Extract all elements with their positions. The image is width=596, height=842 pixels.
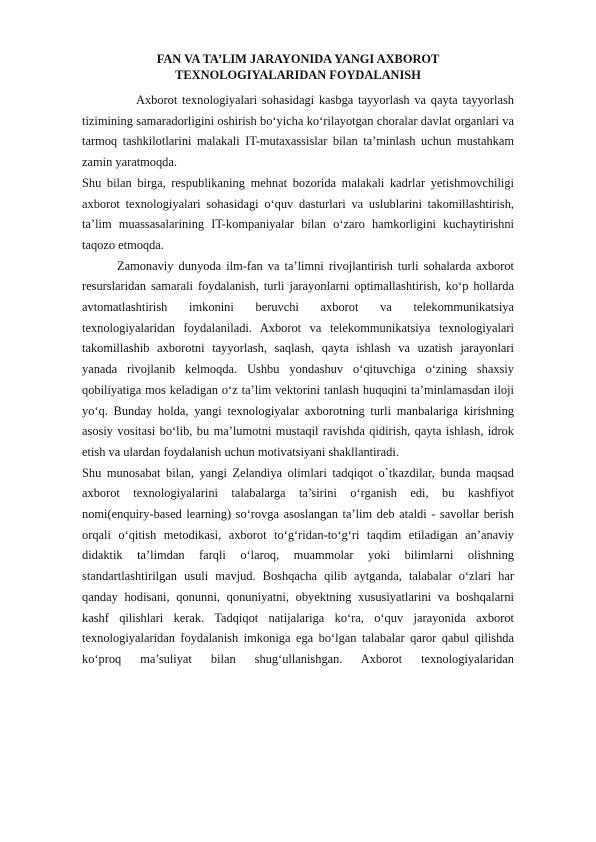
document-page — [82, 52, 514, 670]
paragraph-4: Shu munosabat bilan, yangi Zelandiya olimlari tadqiqot o`tkazdilar, bunda maqsad axborot texnologiyalarini talabalarga ta’sirini o‘rganish edi, bu kashfiyot nomi(enquiry-based learning) so‘rovga asoslangan ta’lim deb ataldi - savollar berish orqali o‘qitish metodikasi, axborot to‘g‘ridan-to‘g‘ri taqdim etiladigan an’anaviy didaktik ta’limdan farqli o‘laroq, muammolar yoki bilimlarni olishning standartlashtirilgan usuli mavjud. Boshqacha qilib aytganda, talabalar o‘zlari har qanday hodisani, qonunni, qonuniyatni, obyektning xususiyatlarini va boshqalarni kashf qilishlari kerak. Tadqiqot natijalariga ko‘ra, o‘quv jarayonida axborot texnologiyalaridan foydalanish imkoniga ega bo‘lgan talabalar qaror qabul qilishda ko‘proq ma’suliyat bilan shug‘ullanishgan. Axborot texnologiyalaridan — [82, 465, 514, 666]
title-line-1: FAN VA TA’LIM JARAYONIDA YANGI AXBOROT — [156, 52, 440, 66]
paragraph-3: Zamonaviy dunyoda ilm-fan va ta’limni rivojlantirish turli sohalarda axborot resurslaridan samarali foydalanish, turli jarayonlarni optimallashtirish, ko‘p hollarda avtomatlashtirish imkonini beruvchi axborot va telekommunikatsiya texnologiyalaridan foydalaniladi. Axborot va telekommunikatsiya texnologiyalari takomillashib axborotni tayyorlash, saqlash, qayta ishlash va uzatish jarayonlari yanada rivojlanib kelmoqda. Ushbu yondashuv o‘qituvchiga o‘zining shaxsiy qobiliyatiga mos keladigan o‘z ta’lim vektorini tanlash huquqini ta’minlamasdan iloji yo‘q. Bunday holda, yangi texnologiyalar axborotning turli manbalariga kirishning asosiy vositasi bo‘lib, bu ma’lumotni mustaqil ravishda qidirish, qayta ishlash, idrok etish va ulardan foydalanish uchun motivatsiyani shakllantiradi. — [82, 258, 514, 459]
paragraph-2: Shu bilan birga, respublikaning mehnat bozorida malakali kadrlar yetishmovchiligi axborot texnologiyalari sohasidagi o‘quv dasturlari va uslublarini takomillashtirish, ta’lim muassasalarining IT-kompaniyalar bilan o‘zaro hamkorligini kuchaytirishni taqozo etmoqda. — [82, 175, 514, 252]
paragraph-1: Axborot texnologiyalari sohasidagi kasbga tayyorlash va qayta tayyorlash tizimining samaradorligini oshirish bo‘yicha ko‘rilayotgan choralar davlat organlari va tarmoq tashkilotlarini malakali IT-mutaxassislar bilan ta’minlash uchun mustahkam zamin yaratmoqda. — [82, 93, 514, 170]
title-line-2: TEXNOLOGIYALARIDAN FOYDALANISH — [175, 67, 421, 82]
document-title — [82, 52, 514, 83]
